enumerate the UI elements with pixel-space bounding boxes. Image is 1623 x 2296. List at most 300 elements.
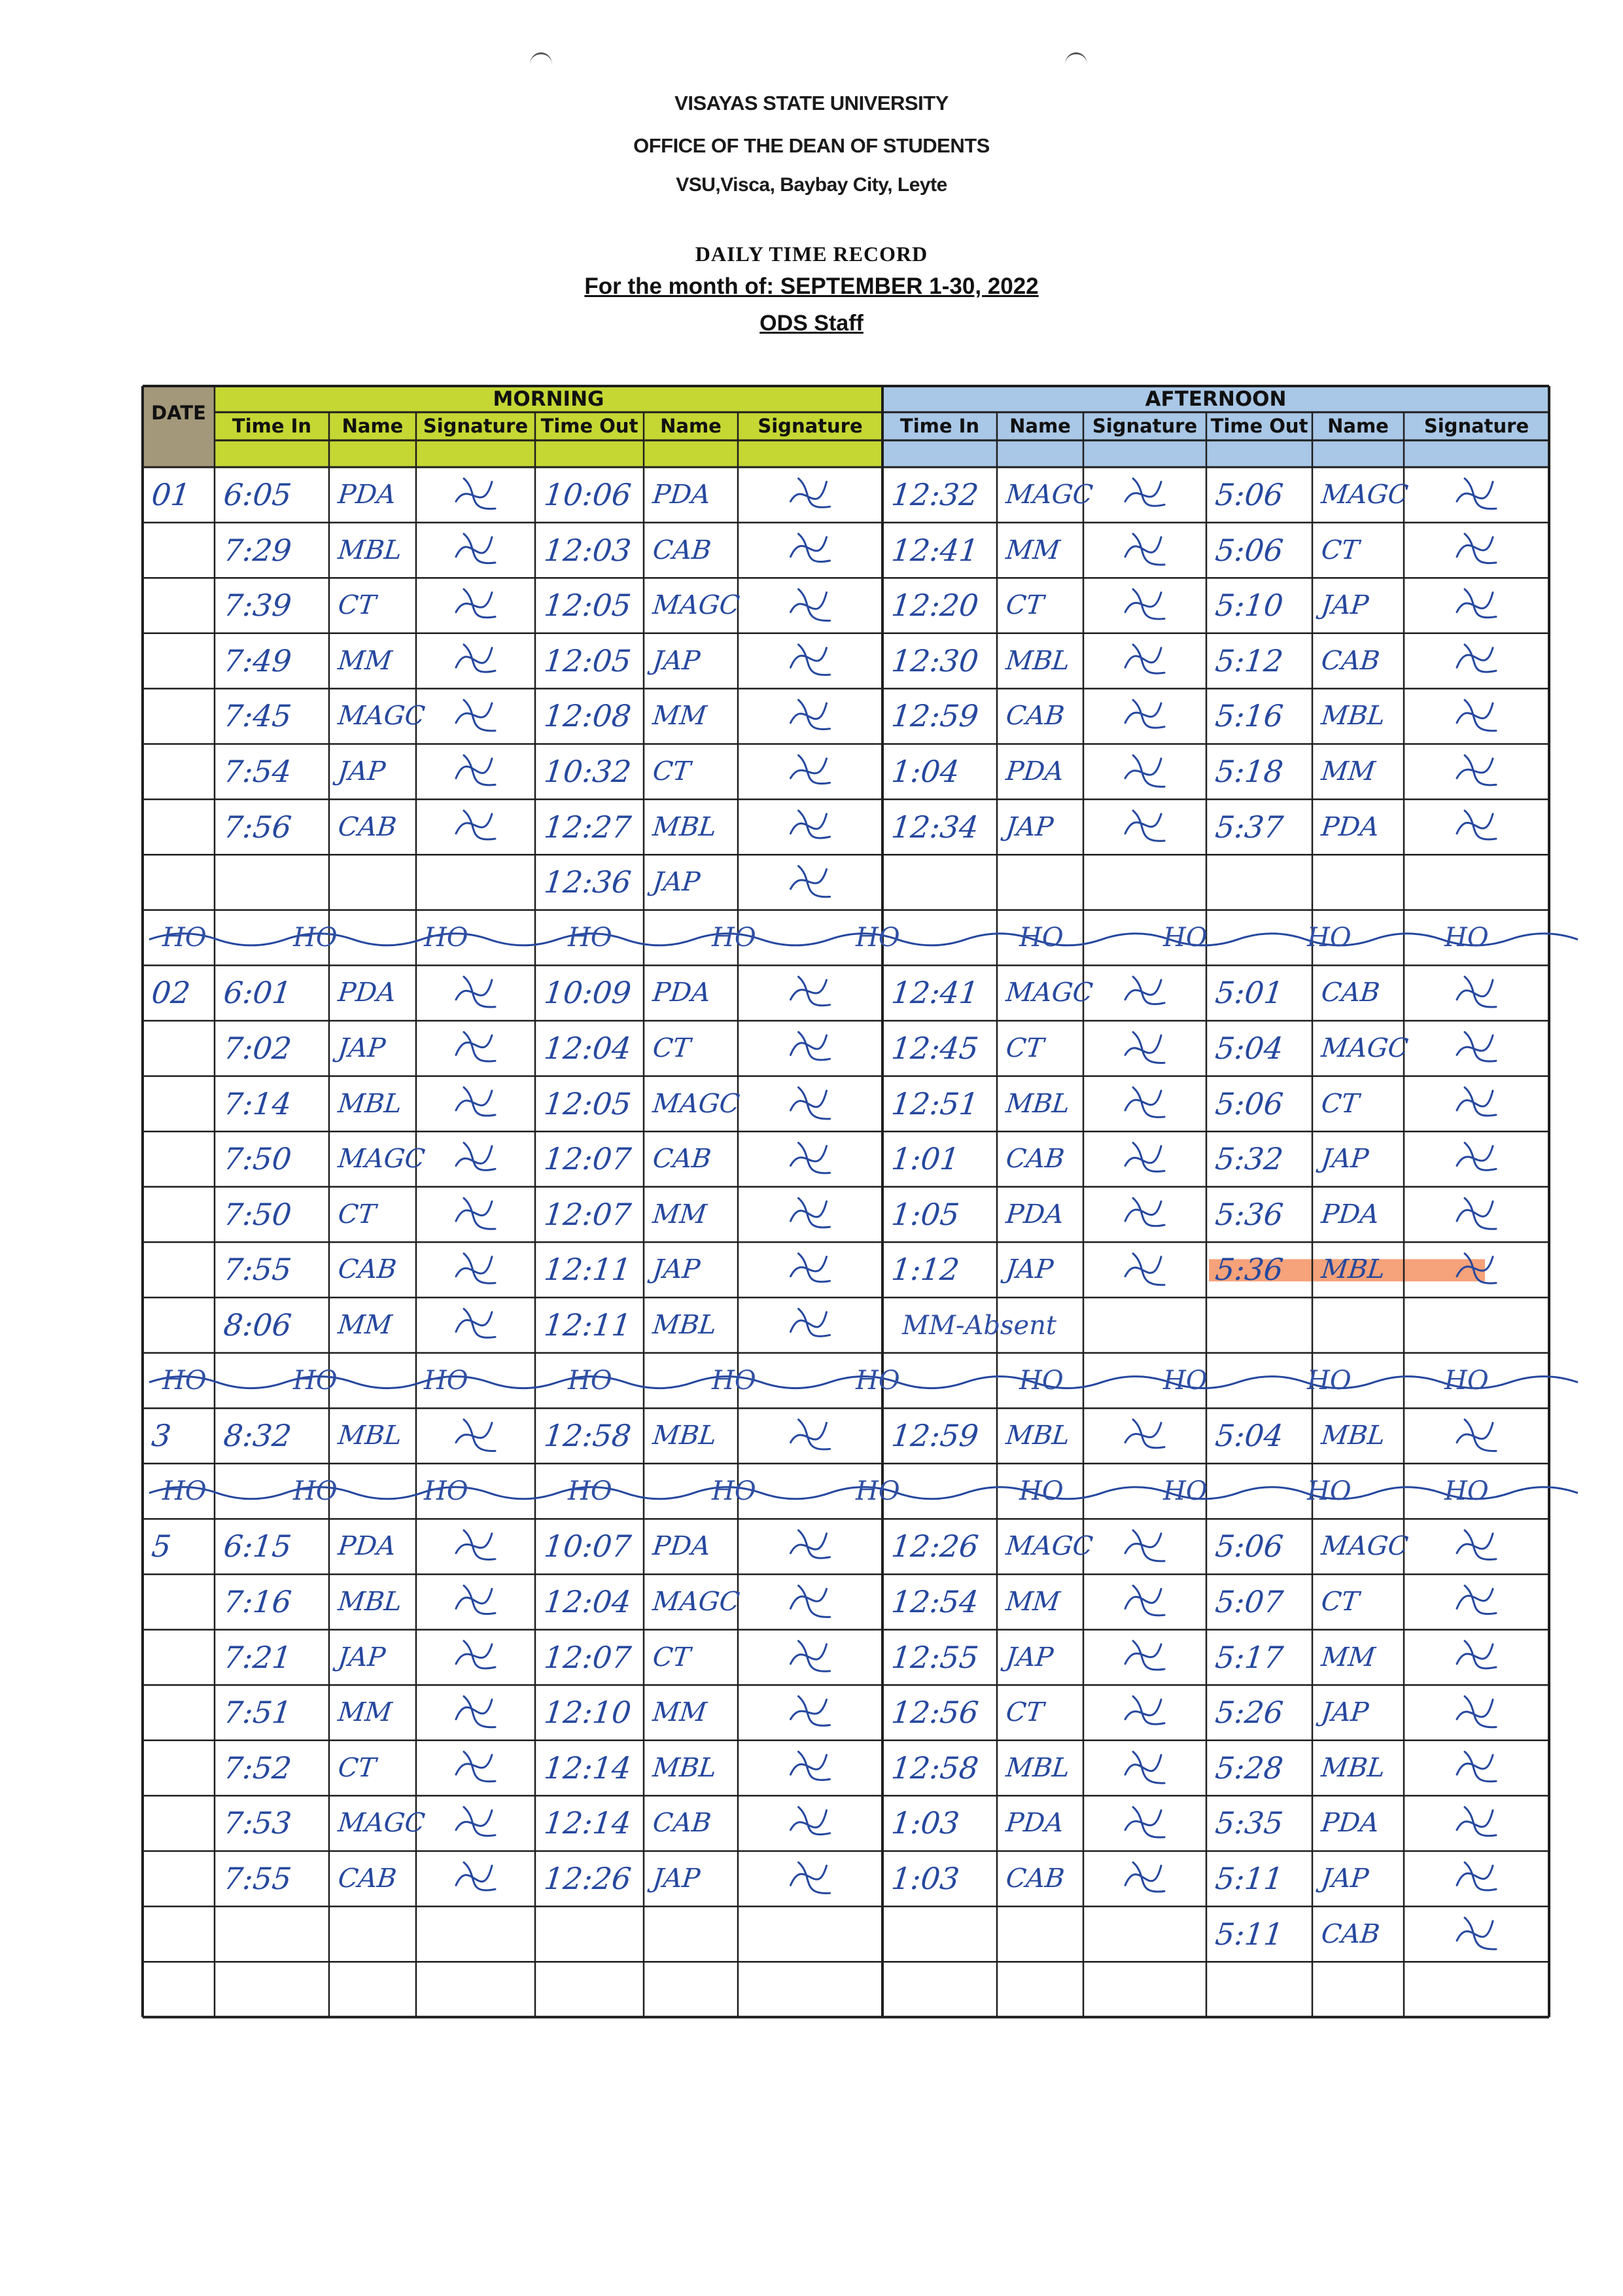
signature-scribble [791, 700, 830, 730]
am-in-cell: 6:01 [222, 975, 294, 1011]
signature-scribble [791, 1752, 830, 1780]
signature-scribble [1125, 1143, 1164, 1172]
am-out-cell: 10:06 [542, 477, 633, 512]
signature-scribble [1457, 1752, 1496, 1782]
signature-scribble [791, 1807, 830, 1835]
am-in-name-cell: JAP [336, 1642, 387, 1672]
holiday-mark: HO [856, 1365, 900, 1396]
office-name: OFFICE OF THE DEAN OF STUDENTS [633, 134, 990, 157]
pm-in-cell: 1:03 [890, 1861, 962, 1896]
pm-in-name-cell: MAGC [1004, 978, 1094, 1008]
am-out-name-cell: MAGC [651, 1088, 741, 1119]
am-out-cell: 12:08 [542, 698, 633, 734]
holiday-mark: HO [568, 922, 612, 953]
holiday-mark: HO [1307, 1475, 1352, 1506]
pm-out-cell: 5:32 [1213, 1141, 1285, 1177]
holiday-mark: HO [712, 922, 756, 953]
pm-out-name-cell: MBL [1319, 1254, 1387, 1285]
pm-out-name-cell: MBL [1319, 1752, 1387, 1783]
signature-scribble [791, 534, 830, 562]
am-out-cell: 12:04 [542, 1031, 633, 1066]
signature-scribble [456, 1641, 495, 1669]
am-out-name-cell: MM [651, 1697, 708, 1728]
am-in-name-cell: CT [336, 590, 377, 621]
signature-scribble [456, 1807, 495, 1836]
signature-scribble [791, 1862, 830, 1893]
am-in-name-cell: PDA [336, 480, 398, 510]
signature-scribble [456, 977, 495, 1007]
am-out-cell: 12:58 [542, 1418, 633, 1454]
pm-in-name-cell: CAB [1004, 1863, 1066, 1894]
am-out-cell: 12:26 [542, 1861, 633, 1896]
signature-scribble [1125, 590, 1164, 620]
holiday-mark: HO [424, 1475, 468, 1506]
pm-in-name-cell: CT [1004, 590, 1045, 621]
signature-scribble [456, 1697, 495, 1727]
signature-scribble [456, 755, 495, 785]
pm-in-cell: 1:04 [890, 754, 962, 789]
holiday-mark: HO [162, 922, 207, 953]
pm-out-name-cell: MAGC [1319, 1531, 1410, 1562]
pm-out-name-cell: JAP [1319, 1697, 1370, 1728]
am-in-name-cell: CAB [336, 1863, 398, 1894]
am-out-name-cell: MAGC [651, 590, 741, 621]
pm-out-name-cell: CT [1319, 535, 1361, 565]
holiday-mark: HO [1019, 922, 1064, 953]
pm-out-cell: 5:17 [1213, 1639, 1285, 1675]
pm-out-cell: 5:07 [1213, 1584, 1285, 1619]
am-in-name-cell: PDA [336, 1531, 398, 1562]
pm-in-name-cell: MBL [1004, 645, 1072, 676]
pm-out-cell: 5:16 [1213, 698, 1285, 734]
pm-out-name-cell: CT [1319, 1587, 1361, 1617]
column-header: Signature [758, 415, 863, 437]
holiday-mark: HO [1307, 922, 1352, 953]
date-cell: 3 [150, 1418, 173, 1454]
signature-scribble [1125, 1862, 1164, 1892]
am-in-name-cell: MM [336, 1310, 394, 1340]
am-out-cell: 10:32 [542, 754, 633, 789]
pm-out-name-cell: CAB [1319, 1918, 1382, 1949]
column-header: Time Out [540, 415, 638, 437]
signature-scribble [791, 811, 830, 838]
pm-out-cell: 5:10 [1213, 588, 1285, 624]
am-out-cell: 12:14 [542, 1805, 633, 1841]
signature-scribble [456, 645, 495, 672]
signature-scribble [1125, 645, 1164, 673]
am-in-cell: 7:39 [222, 588, 294, 624]
pm-in-name-cell: JAP [1004, 1254, 1055, 1285]
pm-out-cell: 5:12 [1213, 643, 1285, 679]
signature-scribble [791, 1585, 830, 1617]
pm-out-cell: 5:36 [1213, 1196, 1285, 1232]
holiday-mark: HO [712, 1475, 756, 1506]
signature-scribble [1457, 811, 1496, 839]
pm-in-cell: 1:12 [890, 1252, 962, 1288]
am-in-name-cell: JAP [336, 756, 387, 786]
pm-in-cell: 12:56 [890, 1695, 981, 1731]
holiday-mark: HO [424, 922, 468, 953]
signature-scribble [791, 1697, 830, 1726]
am-in-name-cell: CAB [336, 811, 398, 842]
signature-scribble [1457, 1918, 1496, 1949]
afternoon-header: AFTERNOON [1145, 387, 1287, 411]
am-in-cell: 8:06 [222, 1307, 294, 1343]
pm-in-cell: 12:20 [890, 588, 981, 624]
signature-scribble [1125, 1087, 1164, 1118]
signature-scribble [456, 1087, 495, 1116]
signature-scribble [791, 645, 830, 675]
am-out-name-cell: PDA [651, 978, 712, 1008]
pm-in-cell: 12:41 [890, 975, 981, 1011]
am-in-cell: 7:55 [222, 1252, 294, 1288]
pm-out-cell: 5:06 [1213, 477, 1285, 512]
staff-group: ODS Staff [759, 311, 864, 336]
column-header: Name [1009, 415, 1071, 437]
am-in-name-cell: CT [336, 1199, 377, 1229]
absent-note: MM-Absent [902, 1311, 1056, 1341]
signature-scribble [456, 1530, 495, 1560]
column-header: Time In [232, 415, 312, 437]
am-in-cell: 6:15 [222, 1528, 294, 1564]
document-title: DAILY TIME RECORD [695, 242, 928, 266]
column-header: Signature [1092, 415, 1198, 437]
holiday-mark: HO [1307, 1365, 1352, 1396]
holiday-mark: HO [568, 1475, 612, 1506]
signature-scribble [456, 1862, 495, 1890]
signature-scribble [1125, 1807, 1164, 1837]
pm-out-name-cell: MM [1319, 756, 1377, 786]
am-in-cell: 6:05 [222, 477, 294, 512]
signature-scribble [1125, 1032, 1164, 1063]
signature-scribble [1125, 1530, 1164, 1561]
pm-in-name-cell: PDA [1004, 756, 1066, 786]
am-out-name-cell: MAGC [651, 1587, 741, 1617]
signature-scribble [1457, 1032, 1496, 1061]
am-out-cell: 12:03 [542, 532, 633, 568]
holiday-mark: HO [1163, 922, 1208, 953]
pm-out-cell: 5:04 [1213, 1418, 1285, 1454]
holiday-mark: HO [1444, 1365, 1489, 1396]
signature-scribble [1457, 534, 1496, 563]
pm-in-name-cell: JAP [1004, 1642, 1055, 1672]
signature-scribble [791, 590, 830, 621]
signature-scribble [1125, 1585, 1164, 1616]
am-out-name-cell: MM [651, 1199, 708, 1229]
pm-in-name-cell: MBL [1004, 1421, 1072, 1451]
signature-scribble [456, 811, 495, 839]
signature-scribble [1457, 1862, 1496, 1890]
am-out-name-cell: CAB [651, 1144, 713, 1174]
am-in-name-cell: PDA [336, 978, 398, 1008]
am-out-cell: 12:36 [542, 864, 633, 900]
signature-scribble [456, 1309, 495, 1337]
signature-scribble [1125, 811, 1164, 841]
holiday-mark: HO [293, 1365, 338, 1396]
pm-in-name-cell: JAP [1004, 811, 1055, 842]
am-in-name-cell: MAGC [336, 1808, 427, 1839]
holiday-mark: HO [162, 1365, 207, 1396]
pm-in-cell: 12:59 [890, 698, 981, 734]
am-in-cell: 7:54 [222, 754, 294, 789]
am-out-cell: 12:07 [542, 1196, 633, 1232]
am-in-cell: 7:16 [222, 1584, 294, 1619]
am-out-cell: 12:27 [542, 809, 633, 845]
signature-scribble [456, 1420, 495, 1451]
signature-scribble [1125, 478, 1164, 506]
pm-out-name-cell: CT [1319, 1088, 1361, 1119]
signature-scribble [1125, 1254, 1164, 1285]
signature-scribble [791, 866, 830, 897]
pm-in-cell: 12:58 [890, 1750, 981, 1786]
pm-in-name-cell: CAB [1004, 1144, 1066, 1174]
holiday-mark: HO [712, 1365, 756, 1396]
am-out-name-cell: MM [651, 701, 708, 732]
am-out-name-cell: PDA [651, 480, 712, 510]
signature-scribble [1457, 1420, 1496, 1451]
am-out-cell: 12:14 [542, 1750, 633, 1786]
am-out-cell: 12:05 [542, 588, 633, 624]
signature-scribble [1457, 977, 1496, 1007]
signature-scribble [1457, 1641, 1496, 1669]
pm-in-name-cell: PDA [1004, 1808, 1066, 1839]
am-in-cell: 7:29 [222, 532, 294, 568]
am-in-cell: 7:14 [222, 1086, 294, 1122]
am-out-name-cell: CT [651, 756, 692, 786]
pm-in-cell: 12:34 [890, 809, 981, 845]
am-out-name-cell: JAP [651, 645, 702, 676]
pm-out-cell: 5:26 [1213, 1695, 1285, 1731]
pm-out-name-cell: JAP [1319, 590, 1370, 621]
pm-out-cell: 5:06 [1213, 1528, 1285, 1564]
am-in-name-cell: JAP [336, 1033, 387, 1063]
pm-in-name-cell: CT [1004, 1697, 1045, 1728]
signature-scribble [791, 1143, 830, 1173]
am-out-cell: 12:11 [542, 1307, 633, 1343]
am-out-name-cell: MBL [651, 811, 718, 842]
column-header: Name [341, 415, 404, 437]
pm-out-name-cell: MM [1319, 1642, 1377, 1672]
signature-scribble [791, 1198, 830, 1227]
am-out-name-cell: JAP [651, 1863, 702, 1894]
pm-out-name-cell: PDA [1319, 1808, 1381, 1839]
signature-scribble [1457, 590, 1496, 618]
pm-in-cell: 12:45 [890, 1031, 981, 1066]
am-in-cell: 7:53 [222, 1805, 294, 1841]
pm-out-cell: 5:28 [1213, 1750, 1285, 1786]
signature-scribble [1125, 534, 1164, 565]
am-out-cell: 12:05 [542, 643, 633, 679]
pm-in-name-cell: MAGC [1004, 480, 1094, 510]
am-out-name-cell: MBL [651, 1421, 718, 1451]
signature-scribble [456, 1254, 495, 1284]
am-out-name-cell: PDA [651, 1531, 712, 1562]
am-out-cell: 10:07 [542, 1528, 633, 1564]
month-line: For the month of: SEPTEMBER 1-30, 2022 [584, 274, 1039, 299]
signature-scribble [456, 1198, 495, 1229]
signature-scribble [791, 977, 830, 1006]
column-header: Time Out [1210, 415, 1308, 437]
am-out-name-cell: JAP [651, 867, 702, 898]
signature-scribble [1125, 700, 1164, 728]
holiday-mark: HO [1163, 1365, 1208, 1396]
pm-out-name-cell: JAP [1319, 1144, 1370, 1174]
university-name: VISAYAS STATE UNIVERSITY [674, 92, 949, 115]
pm-out-name-cell: PDA [1319, 811, 1381, 842]
pm-in-cell: 12:26 [890, 1528, 981, 1564]
pm-in-cell: 1:03 [890, 1805, 962, 1841]
am-in-cell: 7:50 [222, 1141, 294, 1177]
signature-scribble [1125, 1697, 1164, 1725]
pm-out-cell: 5:37 [1213, 809, 1285, 845]
am-out-cell: 12:05 [542, 1086, 633, 1122]
am-out-name-cell: CAB [651, 535, 713, 565]
holiday-mark: HO [1163, 1475, 1208, 1506]
signature-scribble [1457, 1143, 1496, 1171]
signature-scribble [791, 478, 830, 507]
signature-scribble [1125, 1641, 1164, 1670]
am-out-name-cell: CAB [651, 1808, 713, 1839]
am-out-name-cell: CT [651, 1033, 692, 1063]
column-header: Signature [423, 415, 529, 437]
am-in-name-cell: MM [336, 645, 394, 676]
signature-scribble [1457, 478, 1496, 508]
pm-in-cell: 12:32 [890, 477, 981, 512]
holiday-mark: HO [293, 922, 338, 953]
pm-out-cell: 5:18 [1213, 754, 1285, 789]
am-in-name-cell: MBL [336, 1587, 404, 1617]
pm-in-cell: 12:41 [890, 532, 981, 568]
am-out-name-cell: MBL [651, 1752, 718, 1783]
holiday-mark: HO [424, 1365, 468, 1396]
am-in-name-cell: MBL [336, 535, 404, 565]
holiday-mark: HO [1019, 1475, 1064, 1506]
pm-out-cell: 5:04 [1213, 1031, 1285, 1066]
pm-out-name-cell: MBL [1319, 701, 1387, 732]
signature-scribble [1125, 1420, 1164, 1448]
am-in-name-cell: MBL [336, 1088, 404, 1119]
date-cell: 02 [150, 975, 192, 1011]
am-in-cell: 7:50 [222, 1196, 294, 1232]
am-in-name-cell: CT [336, 1752, 377, 1783]
signature-scribble [1457, 1807, 1496, 1836]
signature-scribble [1457, 755, 1496, 785]
morning-header: MORNING [493, 387, 604, 411]
pm-in-name-cell: MAGC [1004, 1531, 1094, 1562]
column-header: Time In [899, 415, 980, 437]
pm-in-name-cell: CAB [1004, 701, 1066, 732]
pm-out-cell: 5:11 [1213, 1916, 1285, 1952]
holiday-mark: HO [1019, 1365, 1064, 1396]
signature-scribble [456, 1143, 495, 1171]
pm-in-cell: 1:05 [890, 1196, 962, 1232]
am-out-name-cell: CT [651, 1642, 692, 1672]
column-header: Name [660, 415, 722, 437]
am-out-cell: 12:11 [542, 1252, 633, 1288]
holiday-mark: HO [162, 1475, 207, 1506]
holiday-mark: HO [856, 922, 900, 953]
column-header: Name [1327, 415, 1389, 437]
pm-out-name-cell: CAB [1319, 978, 1382, 1008]
pm-out-cell: 5:35 [1213, 1805, 1285, 1841]
am-in-cell: 7:49 [222, 643, 294, 679]
am-in-name-cell: MAGC [336, 701, 427, 732]
holiday-mark: HO [568, 1365, 612, 1396]
date-cell: 01 [150, 477, 192, 512]
am-out-cell: 12:10 [542, 1695, 633, 1731]
signature-scribble [791, 1254, 830, 1282]
punch-hole-left [530, 52, 552, 77]
am-out-cell: 10:09 [542, 975, 633, 1011]
signature-scribble [456, 534, 495, 563]
signature-scribble [456, 1585, 495, 1614]
pm-in-name-cell: MM [1004, 1587, 1062, 1617]
am-in-cell: 7:45 [222, 698, 294, 734]
office-address: VSU,Visca, Baybay City, Leyte [676, 174, 947, 196]
pm-out-cell: 5:01 [1213, 975, 1285, 1011]
column-header: Signature [1423, 415, 1529, 437]
signature-scribble [1457, 1697, 1496, 1727]
pm-in-name-cell: MBL [1004, 1088, 1072, 1119]
signature-scribble [1125, 755, 1164, 786]
signature-scribble [791, 1420, 830, 1450]
am-in-cell: 7:21 [222, 1639, 294, 1675]
signature-scribble [791, 755, 830, 783]
pm-out-name-cell: MAGC [1319, 1033, 1410, 1063]
am-in-name-cell: CAB [336, 1254, 398, 1285]
holiday-mark: HO [1444, 922, 1489, 953]
am-in-cell: 7:55 [222, 1861, 294, 1896]
signature-scribble [456, 478, 495, 508]
signature-scribble [1457, 1198, 1496, 1229]
am-in-name-cell: MM [336, 1697, 394, 1728]
am-out-cell: 12:07 [542, 1639, 633, 1675]
signature-scribble [1457, 645, 1496, 672]
signature-scribble [1125, 977, 1164, 1004]
signature-scribble [1125, 1752, 1164, 1783]
am-out-name-cell: JAP [651, 1254, 702, 1285]
signature-scribble [1457, 1530, 1496, 1560]
am-in-cell: 7:02 [222, 1031, 294, 1066]
pm-in-name-cell: PDA [1004, 1199, 1066, 1229]
holiday-mark: HO [856, 1475, 900, 1506]
signature-scribble [791, 1087, 830, 1119]
date-column-header: DATE [151, 402, 206, 424]
signature-scribble [791, 1032, 830, 1060]
am-in-name-cell: MAGC [336, 1144, 427, 1174]
pm-in-cell: 12:54 [890, 1584, 981, 1619]
signature-scribble [1457, 1585, 1496, 1614]
am-in-cell: 7:56 [222, 809, 294, 845]
pm-out-name-cell: CAB [1319, 645, 1382, 676]
date-cell: 5 [150, 1528, 173, 1564]
signature-scribble [456, 1752, 495, 1782]
am-out-cell: 12:07 [542, 1141, 633, 1177]
signature-scribble [456, 700, 495, 731]
am-in-name-cell: MBL [336, 1421, 404, 1451]
signature-scribble [1457, 700, 1496, 731]
am-in-cell: 7:51 [222, 1695, 294, 1731]
pm-out-name-cell: MBL [1319, 1421, 1387, 1451]
punch-hole-right [1065, 52, 1087, 77]
pm-out-cell: 5:06 [1213, 1086, 1285, 1122]
pm-out-name-cell: MAGC [1319, 480, 1410, 510]
signature-scribble [791, 1309, 830, 1336]
am-in-cell: 8:32 [222, 1418, 294, 1454]
pm-out-cell: 5:36 [1213, 1252, 1285, 1288]
pm-out-name-cell: PDA [1319, 1199, 1381, 1229]
pm-in-name-cell: MM [1004, 535, 1062, 565]
